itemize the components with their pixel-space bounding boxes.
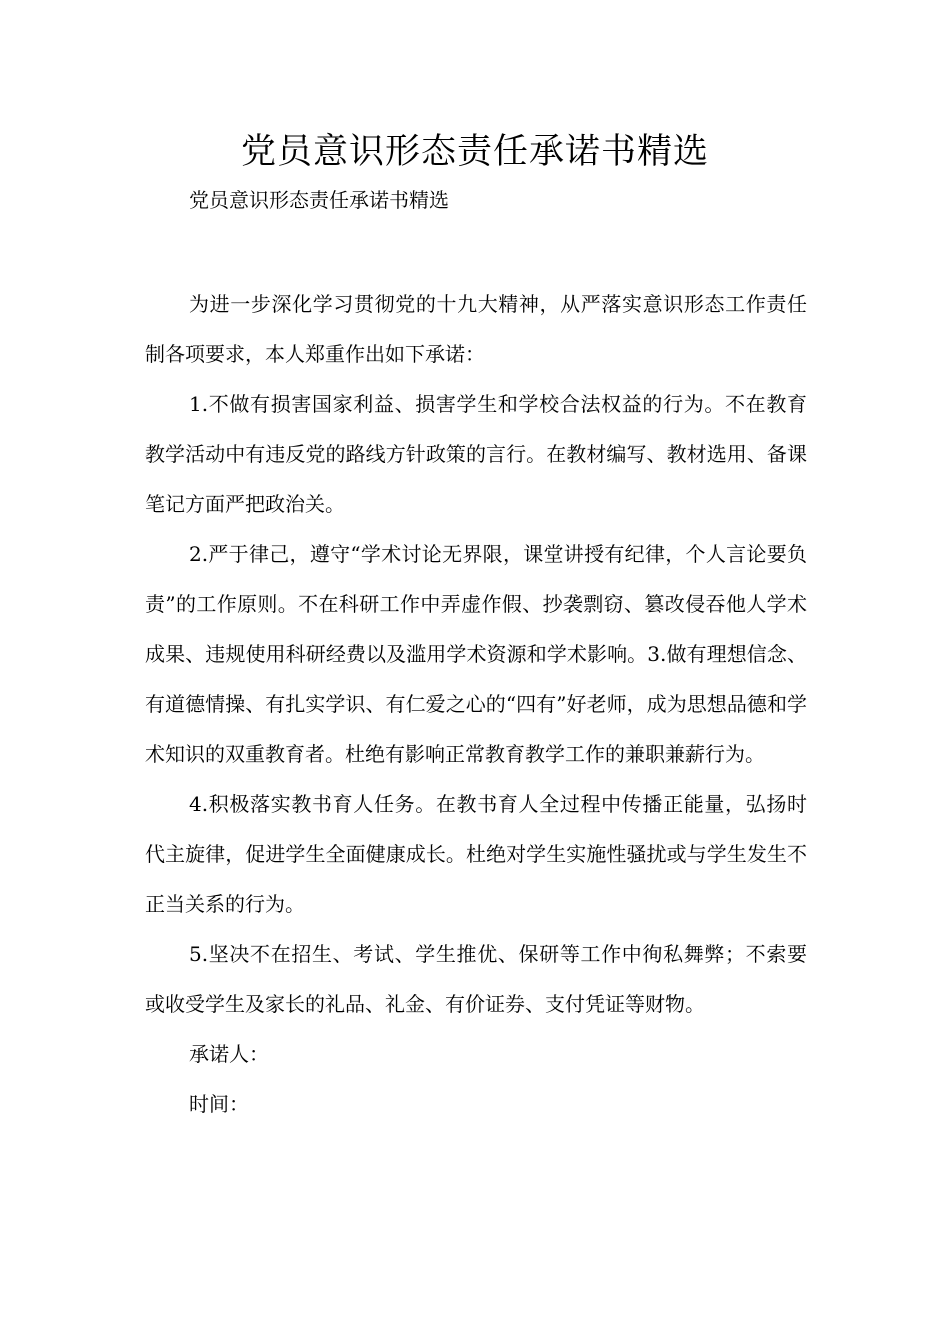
- signer-label: 承诺人：: [189, 1042, 269, 1066]
- pledge-item-5: 5.坚决不在招生、考试、学生推优、保研等工作中徇私舞弊；不索要或收受学生及家长的礼品、礼金、有价证券、支付凭证等财物。: [145, 942, 807, 1016]
- intro-paragraph: 为进一步深化学习贯彻党的十九大精神，从严落实意识形态工作责任制各项要求，本人郑重作出如下承诺：: [145, 292, 807, 366]
- document-subtitle: 党员意识形态责任承诺书精选: [189, 188, 449, 212]
- date-label: 时间：: [189, 1092, 249, 1116]
- document-title: 党员意识形态责任承诺书精选: [240, 132, 709, 172]
- document-body: [145, 279, 807, 1129]
- pledge-item-4: 4.积极落实教书育人任务。在教书育人全过程中传播正能量，弘扬时代主旋律，促进学生全面健康成长。杜绝对学生实施性骚扰或与学生发生不正当关系的行为。: [145, 792, 807, 916]
- pledge-item-1: 1.不做有损害国家利益、损害学生和学校合法权益的行为。不在教育教学活动中有违反党的路线方针政策的言行。在教材编写、教材选用、备课笔记方面严把政治关。: [145, 392, 807, 516]
- pledge-item-2-3: 2.严于律己，遵守“学术讨论无界限，课堂讲授有纪律，个人言论要负责”的工作原则。不在科研工作中弄虚作假、抄袭剽窃、篡改侵吞他人学术成果、违规使用科研经费以及滥用学术资源和学术影响。3.做有理想信念、有道德情操、有扎实学识、有仁爱之心的“四有”好老师，成为思想品德和学术知识的双重教育者。杜绝有影响正常教育教学工作的兼职兼薪行为。: [145, 542, 807, 766]
